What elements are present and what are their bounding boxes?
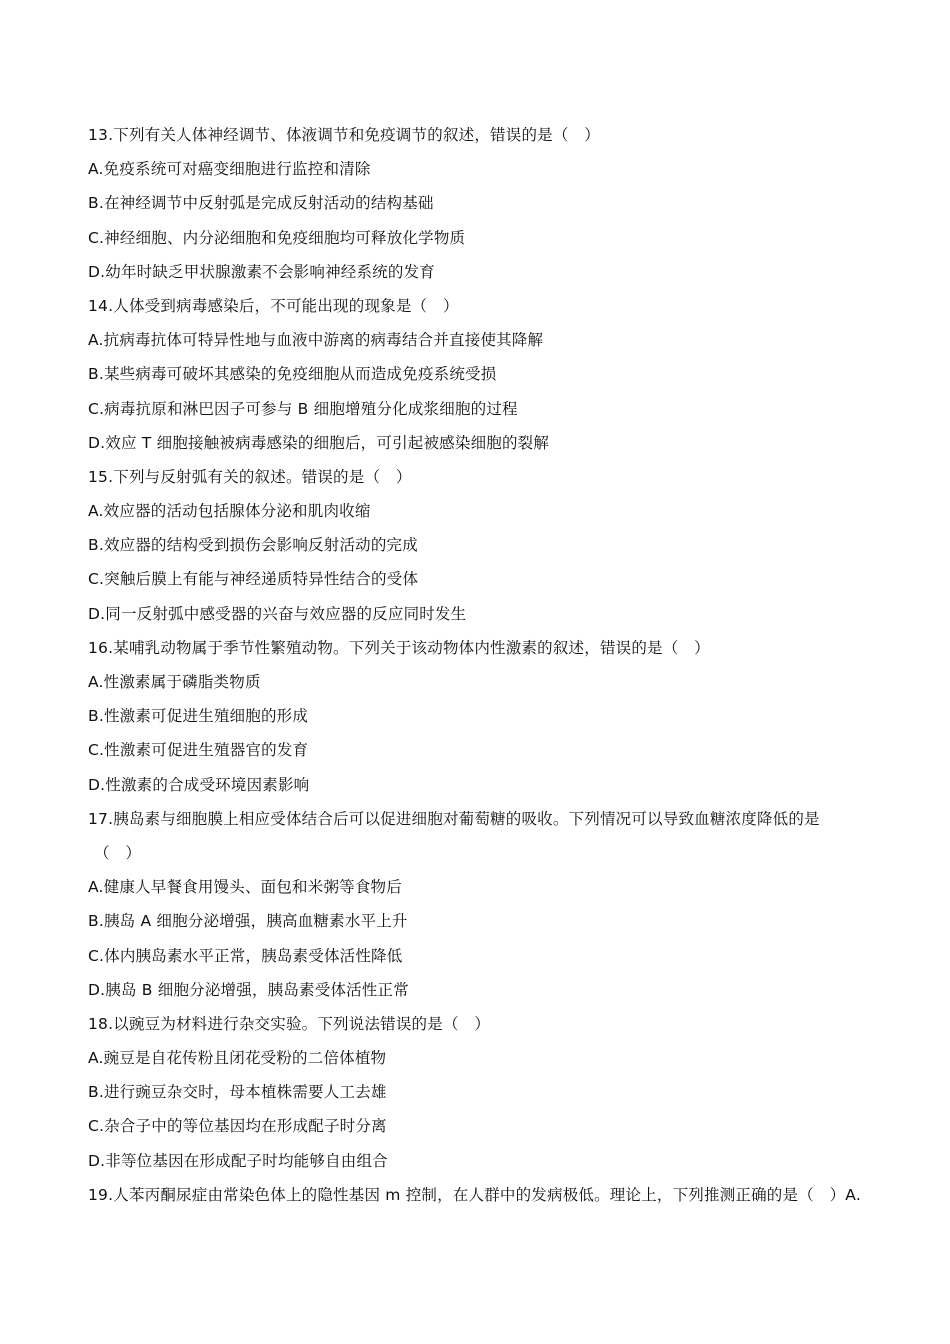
question-14 — [88, 289, 878, 460]
option-a: A.豌豆是自花传粉且闭花受粉的二倍体植物 — [88, 1049, 387, 1068]
option-d: D.非等位基因在形成配子时均能够自由组合 — [88, 1151, 388, 1170]
question-stem: 18.以豌豆为材料进行杂交实验。下列说法错误的是（ ） — [88, 1014, 491, 1033]
question-stem-continued: （ ） — [94, 843, 142, 862]
question-stem: 16.某哺乳动物属于季节性繁殖动物。下列关于该动物体内性激素的叙述，错误的是（ ） — [88, 638, 710, 657]
option-c: C.体内胰岛素水平正常，胰岛素受体活性降低 — [88, 946, 403, 965]
option-d: D.幼年时缺乏甲状腺激素不会影响神经系统的发育 — [88, 262, 435, 281]
question-17 — [88, 802, 878, 1007]
option-d: D.同一反射弧中感受器的兴奋与效应器的反应同时发生 — [88, 604, 467, 623]
option-d: D.胰岛 B 细胞分泌增强，胰岛素受体活性正常 — [88, 980, 409, 999]
question-stem: 14.人体受到病毒感染后，不可能出现的现象是（ ） — [88, 296, 459, 315]
option-a: A.性激素属于磷脂类物质 — [88, 673, 261, 691]
option-c: C.神经细胞、内分泌细胞和免疫细胞均可释放化学物质 — [88, 228, 466, 247]
option-a: A.效应器的活动包括腺体分泌和肌肉收缩 — [88, 502, 371, 521]
option-b: B.性激素可促进生殖细胞的形成 — [88, 707, 309, 726]
question-13 — [88, 118, 878, 289]
question-stem: 13.下列有关人体神经调节、体液调节和免疫调节的叙述，错误的是（ ） — [88, 126, 600, 144]
option-b: B.效应器的结构受到损伤会影响反射活动的完成 — [88, 536, 418, 555]
question-18 — [88, 1007, 878, 1178]
option-b: B.胰岛 A 细胞分泌增强，胰高血糖素水平上升 — [88, 912, 408, 931]
option-d: D.效应 T 细胞接触被病毒感染的细胞后，可引起被感染细胞的裂解 — [88, 433, 550, 452]
option-c: C.病毒抗原和淋巴因子可参与 B 细胞增殖分化成浆细胞的过程 — [88, 399, 518, 418]
option-c: C.突触后膜上有能与神经递质特异性结合的受体 — [88, 570, 419, 589]
option-b: B.某些病毒可破坏其感染的免疫细胞从而造成免疫系统受损 — [88, 365, 497, 384]
option-a: A.免疫系统可对癌变细胞进行监控和清除 — [88, 160, 371, 179]
option-c: C.杂合子中的等位基因均在形成配子时分离 — [88, 1117, 387, 1136]
option-d: D.性激素的合成受环境因素影响 — [88, 775, 310, 794]
option-b: B.进行豌豆杂交时，母本植株需要人工去雄 — [88, 1083, 387, 1102]
question-stem: 17.胰岛素与细胞膜上相应受体结合后可以促进细胞对葡萄糖的吸收。下列情况可以导致血糖浓度降低的是 — [88, 809, 820, 828]
option-c: C.性激素可促进生殖器官的发育 — [88, 741, 309, 760]
question-19 — [88, 1178, 878, 1212]
option-a: A.健康人早餐食用馒头、面包和米粥等食物后 — [88, 878, 402, 897]
option-b: B.在神经调节中反射弧是完成反射活动的结构基础 — [88, 194, 434, 213]
document-page — [88, 118, 878, 1212]
question-16 — [88, 631, 878, 802]
question-15 — [88, 460, 878, 631]
question-stem: 19.人苯丙酮尿症由常染色体上的隐性基因 m 控制，在人群中的发病极低。理论上，下列推测正确的是（ ）A. — [88, 1185, 861, 1204]
option-a: A.抗病毒抗体可特异性地与血液中游离的病毒结合并直接使其降解 — [88, 331, 544, 350]
question-stem: 15.下列与反射弧有关的叙述。错误的是（ ） — [88, 467, 412, 486]
